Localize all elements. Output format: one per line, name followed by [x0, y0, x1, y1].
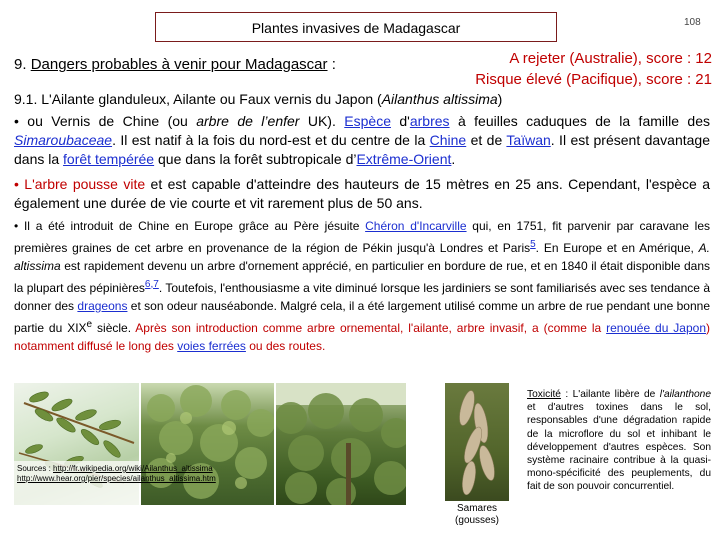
text-segment: . Il est présent davantage dans la [14, 132, 710, 167]
growth-text: et est capable d'atteindre des hauteurs de 15 mètres en 25 ans. Cependant, l'espèce a également une durée de vie courte et vit rarement plus de 50 ans. [14, 176, 710, 211]
caption-line: (gousses) [455, 515, 499, 526]
growth-highlight: • L'arbre pousse vite [14, 176, 146, 192]
text-segment: • ou Vernis de Chine (ou [14, 113, 197, 129]
page-number: 108 [684, 17, 701, 28]
section-number: 9. [14, 56, 31, 73]
link-arbres[interactable]: arbres [409, 113, 450, 129]
text-segment: d' [390, 113, 410, 129]
species-lead: 9.1. L'Ailante glanduleux, Ailante ou Faux vernis du Japon ( [14, 91, 382, 107]
text-segment: UK). [299, 113, 345, 129]
link-renouee-du-japon[interactable]: renouée du Japon [606, 320, 707, 335]
toxicity-note [527, 388, 711, 494]
text-segment: • Il a été introduit de Chine en Europe grâce au Père jésuite [14, 219, 366, 233]
paragraph-history [14, 217, 710, 356]
link-taiwan[interactable]: Taïwan [506, 132, 551, 148]
source-link-hear[interactable]: http://www.hear.org/pier/species/ailanthus_altissima.htm [17, 474, 216, 483]
paragraph-description [14, 112, 710, 169]
link-foret-temperee[interactable]: forêt tempérée [63, 151, 155, 167]
invasive-highlight: ) notamment diffusé le long des [14, 320, 711, 353]
text-segment: . Il est natif à la fois du nord-est et du centre de la [112, 132, 430, 148]
superscript-e: e [86, 318, 93, 330]
sources [17, 464, 267, 484]
text-segment: qui, en 1751, fit parvenir par caravane les premières graines de cet arbre en provenance de la région de Pékin jusqu'à Londres et Paris [14, 219, 710, 255]
link-voies-ferrees[interactable]: voies ferrées [177, 339, 246, 353]
samares-caption [445, 503, 509, 527]
species-latin: Ailanthus altissima [381, 91, 498, 107]
text-segment: et son odeur nauséabonde. Malgré cela, il a été largement utilisé comme un arbre de rue pendant une bonne partie du XIX [14, 299, 710, 335]
text-segment: . Toutefois, l'enthousiasme a vite diminué lorsque les jardiniers se sont familiarisés avec ses tendance à donner des [14, 280, 710, 313]
text-segment: . En Europe et en Amérique, [535, 240, 699, 255]
footnote-ref-5[interactable]: 5 [530, 238, 536, 250]
forest-photo [276, 383, 406, 505]
text-segment: arbre de l’enfer [196, 113, 300, 129]
text-segment: et d'autres toxines dans le sol, responsables d'une dégradation rapide de la microflore du sol et inhibant le développement d'autres espèces. Son système racinaire contribue à la quasi-mono-spécificité des peuplements, du fait de son pouvoir concurrentiel. [527, 402, 711, 493]
link-simaroubaceae[interactable]: Simaroubaceae [14, 132, 113, 148]
footnote-ref-6-7[interactable]: 6,7 [144, 278, 159, 290]
link-drageons[interactable]: drageons [77, 299, 128, 313]
link-chine[interactable]: Chine [429, 132, 467, 148]
leaves-photo [14, 383, 139, 505]
text-segment: : L'ailante libère de [560, 389, 660, 400]
source-link-wikipedia[interactable]: http://fr.wikipedia.org/wiki/Ailanthus_altissima [53, 464, 213, 473]
text-segment: l'ailanthone [659, 389, 711, 400]
paragraph-growth [14, 175, 710, 213]
caption-line: Samares [456, 503, 497, 514]
score-australia: A rejeter (Australie), score : 12 [509, 50, 712, 67]
species-tail: ) [497, 91, 503, 107]
text-segment: siècle. [92, 320, 136, 335]
link-toxicite[interactable]: Toxicité [527, 389, 561, 400]
link-cheron-dincarville[interactable]: Chéron d'Incarville [365, 219, 467, 233]
score-pacific: Risque élevé (Pacifique), score : 21 [475, 71, 712, 88]
header-title: Plantes invasives de Madagascar [251, 20, 461, 36]
section-heading: Dangers probables à venir pour Madagascar [30, 56, 328, 73]
link-espece[interactable]: Espèce [344, 113, 391, 129]
tree-photo [141, 383, 274, 505]
paragraph-species-name [14, 90, 710, 109]
section-suffix: : [327, 56, 336, 73]
text-segment: A. altissima [14, 240, 710, 273]
text-segment: à feuilles caduques de la famille des [449, 113, 710, 129]
samares-photo [445, 383, 509, 501]
text-segment: et de [466, 132, 507, 148]
link-extreme-orient[interactable]: Extrême-Orient [356, 151, 452, 167]
text-segment: est rapidement devenu un arbre d'ornement apprécié, en particulier en bordure de rue, et en 1840 il était disponible dans la plupart des pépinières [14, 259, 710, 295]
invasive-highlight: Après son introduction comme arbre ornemental, l'ailante, arbre invasif, a (comme la [135, 320, 607, 335]
sources-label: Sources : [17, 464, 54, 473]
text-segment: . [451, 151, 456, 167]
text-segment: que dans la forêt subtropicale d’ [154, 151, 357, 167]
section-title [14, 56, 336, 73]
invasive-highlight: ou des routes. [245, 339, 326, 353]
